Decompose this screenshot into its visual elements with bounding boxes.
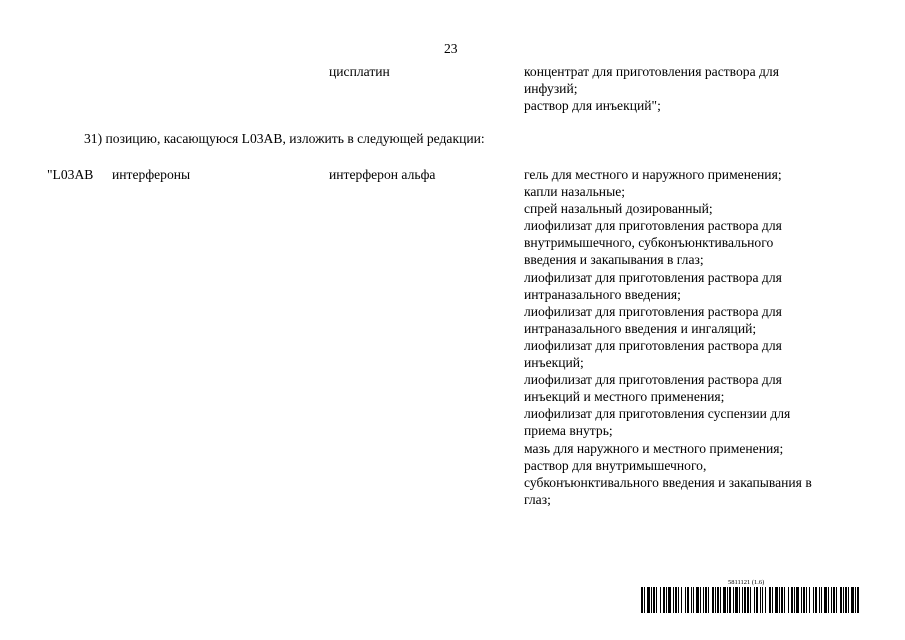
form-line: спрей назальный дозированный; — [524, 201, 713, 217]
form-line: интраназального введения и ингаляций; — [524, 320, 757, 336]
form-line: субконъюнктивального введения и закапывания в — [524, 474, 812, 490]
form-line: инфузий; — [524, 81, 578, 97]
previous-entry-forms — [524, 63, 779, 114]
form-line: мазь для наружного и местного применения; — [524, 440, 784, 456]
instruction-paragraph: 31) позицию, касающуюся L03AB, изложить в следующей редакции: — [84, 131, 485, 146]
form-line: лиофилизат для приготовления раствора для — [524, 337, 782, 353]
form-line: лиофилизат для приготовления раствора для — [524, 218, 782, 234]
form-line: лиофилизат для приготовления раствора для — [524, 269, 782, 285]
form-line: лиофилизат для приготовления суспензии для — [524, 406, 791, 422]
barcode-label: 5811121 (1.6) — [728, 579, 765, 586]
form-line: гель для местного и наружного применения; — [524, 167, 782, 182]
form-line: инъекций; — [524, 355, 584, 371]
form-line: введения и закапывания в глаз; — [524, 252, 704, 268]
form-line: инъекций и местного применения; — [524, 389, 725, 405]
form-line: концентрат для приготовления раствора для — [524, 64, 779, 79]
form-line: глаз; — [524, 491, 551, 507]
form-line: внутримышечного, субконъюнктивального — [524, 235, 774, 251]
atc-group-name: интерфероны — [112, 167, 191, 182]
previous-entry-inn: цисплатин — [329, 64, 390, 79]
inn-name: интерферон альфа — [329, 167, 436, 182]
form-line: интраназального введения; — [524, 286, 681, 302]
dosage-forms-list — [524, 166, 812, 508]
form-line: лиофилизат для приготовления раствора для — [524, 303, 782, 319]
form-line: раствор для внутримышечного, — [524, 457, 707, 473]
barcode-icon — [641, 587, 859, 613]
form-line: капли назальные; — [524, 184, 626, 200]
form-line: приема внутрь; — [524, 423, 613, 439]
page-number: 23 — [444, 41, 458, 56]
form-line: лиофилизат для приготовления раствора для — [524, 372, 782, 388]
atc-code: "L03AB — [47, 167, 94, 182]
form-line: раствор для инъекций"; — [524, 98, 661, 114]
